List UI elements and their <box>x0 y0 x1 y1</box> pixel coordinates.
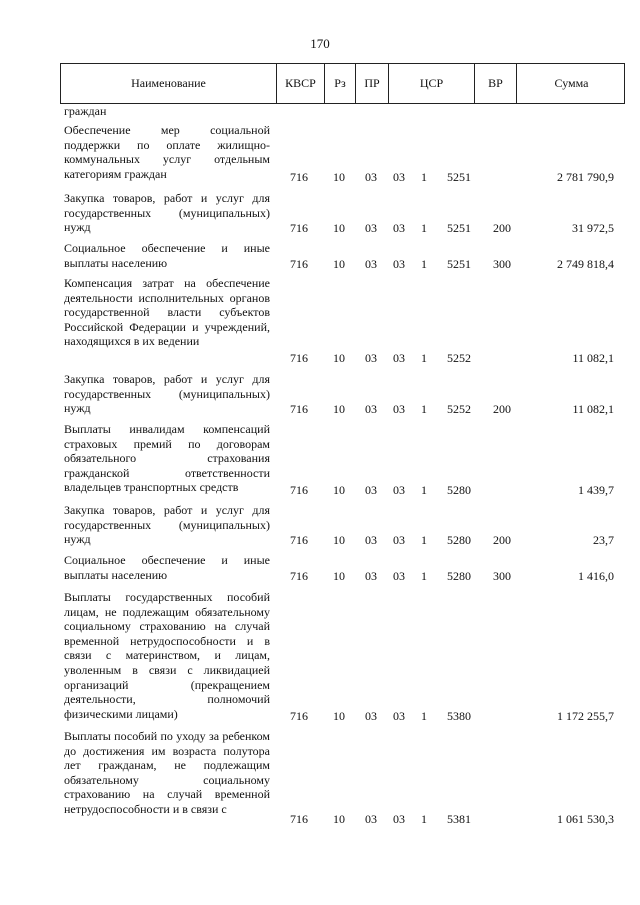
row-csr-part2: 1 <box>421 351 427 365</box>
row-csr-part1: 03 <box>393 257 405 271</box>
row-name: Закупка товаров, работ и услуг для государственных (муниципальных) нужд <box>64 372 270 416</box>
row-csr-part1: 03 <box>393 709 405 723</box>
row-csr-part2: 1 <box>421 257 427 271</box>
row-csr-part3: 5251 <box>447 170 471 184</box>
header-name: Наименование <box>61 64 277 103</box>
row-csr-part3: 5252 <box>447 351 471 365</box>
row-rz: 10 <box>333 402 345 416</box>
row-pr: 03 <box>365 709 377 723</box>
row-vr: 200 <box>493 402 511 416</box>
header-csr: ЦСР <box>389 64 475 103</box>
header-rz: Рз <box>325 64 356 103</box>
row-csr-part3: 5380 <box>447 709 471 723</box>
row-rz: 10 <box>333 569 345 583</box>
row-kvsr: 716 <box>290 533 308 547</box>
carried-over-text: граждан <box>64 104 107 118</box>
row-sum: 31 972,5 <box>572 221 614 235</box>
row-pr: 03 <box>365 569 377 583</box>
row-kvsr: 716 <box>290 569 308 583</box>
row-sum: 1 172 255,7 <box>557 709 614 723</box>
row-rz: 10 <box>333 812 345 826</box>
row-kvsr: 716 <box>290 483 308 497</box>
row-csr-part3: 5280 <box>447 533 471 547</box>
row-name: Выплаты пособий по уходу за ребенком до достижения им возраста полутора лет гражданам, не подлежащим обязательному социальному страхованию на случай временной нетрудоспособности и в связи с <box>64 729 270 816</box>
row-kvsr: 716 <box>290 221 308 235</box>
row-csr-part1: 03 <box>393 221 405 235</box>
row-sum: 2 781 790,9 <box>557 170 614 184</box>
row-csr-part1: 03 <box>393 533 405 547</box>
row-csr-part2: 1 <box>421 709 427 723</box>
row-sum: 2 749 818,4 <box>557 257 614 271</box>
row-sum: 1 416,0 <box>578 569 614 583</box>
row-pr: 03 <box>365 351 377 365</box>
row-kvsr: 716 <box>290 402 308 416</box>
row-kvsr: 716 <box>290 257 308 271</box>
row-vr: 300 <box>493 257 511 271</box>
row-name: Выплаты инвалидам компенсаций страховых премий по договорам обязательного страхования гражданской ответственности владельцев транспортных средств <box>64 422 270 495</box>
row-kvsr: 716 <box>290 812 308 826</box>
row-vr: 200 <box>493 533 511 547</box>
table-header <box>60 63 625 104</box>
header-pr: ПР <box>356 64 389 103</box>
row-csr-part1: 03 <box>393 483 405 497</box>
row-name: Социальное обеспечение и иные выплаты населению <box>64 241 270 270</box>
row-rz: 10 <box>333 257 345 271</box>
row-vr: 300 <box>493 569 511 583</box>
row-csr-part2: 1 <box>421 569 427 583</box>
row-csr-part2: 1 <box>421 402 427 416</box>
row-csr-part3: 5251 <box>447 257 471 271</box>
row-name: Закупка товаров, работ и услуг для государственных (муниципальных) нужд <box>64 191 270 235</box>
row-pr: 03 <box>365 257 377 271</box>
row-sum: 23,7 <box>593 533 614 547</box>
row-name: Закупка товаров, работ и услуг для государственных (муниципальных) нужд <box>64 503 270 547</box>
row-csr-part1: 03 <box>393 569 405 583</box>
row-sum: 11 082,1 <box>572 402 614 416</box>
row-name: Выплаты государственных пособий лицам, не подлежащим обязательному социальному страхованию на случай временной нетрудоспособности и в связи с материнством, и лицам, уволенным в связи с ликвидацией организаций (прекращением деятельности, полномочий физическими лицами) <box>64 590 270 721</box>
row-csr-part3: 5252 <box>447 402 471 416</box>
row-vr: 200 <box>493 221 511 235</box>
row-pr: 03 <box>365 483 377 497</box>
row-pr: 03 <box>365 170 377 184</box>
row-kvsr: 716 <box>290 709 308 723</box>
row-kvsr: 716 <box>290 351 308 365</box>
row-csr-part2: 1 <box>421 812 427 826</box>
row-csr-part1: 03 <box>393 351 405 365</box>
row-pr: 03 <box>365 533 377 547</box>
row-sum: 11 082,1 <box>572 351 614 365</box>
row-csr-part2: 1 <box>421 533 427 547</box>
row-sum: 1 061 530,3 <box>557 812 614 826</box>
row-csr-part2: 1 <box>421 483 427 497</box>
row-csr-part1: 03 <box>393 812 405 826</box>
row-csr-part2: 1 <box>421 221 427 235</box>
row-pr: 03 <box>365 221 377 235</box>
row-rz: 10 <box>333 533 345 547</box>
row-csr-part2: 1 <box>421 170 427 184</box>
row-sum: 1 439,7 <box>578 483 614 497</box>
row-csr-part1: 03 <box>393 170 405 184</box>
row-csr-part3: 5280 <box>447 569 471 583</box>
row-name: Компенсация затрат на обеспечение деятельности исполнительных органов государственной власти субъектов Российской Федерации и учреждений, находящихся в их ведении <box>64 276 270 349</box>
header-sum: Сумма <box>554 76 589 90</box>
row-kvsr: 716 <box>290 170 308 184</box>
row-name: Социальное обеспечение и иные выплаты населению <box>64 553 270 582</box>
row-rz: 10 <box>333 221 345 235</box>
row-csr-part3: 5280 <box>447 483 471 497</box>
row-rz: 10 <box>333 709 345 723</box>
row-pr: 03 <box>365 402 377 416</box>
header-kvsr: КВСР <box>277 64 325 103</box>
row-csr-part1: 03 <box>393 402 405 416</box>
page-number: 170 <box>310 36 330 51</box>
row-csr-part3: 5251 <box>447 221 471 235</box>
row-pr: 03 <box>365 812 377 826</box>
row-rz: 10 <box>333 351 345 365</box>
row-rz: 10 <box>333 170 345 184</box>
header-vr: ВР <box>475 64 517 103</box>
row-name: Обеспечение мер социальной поддержки по оплате жилищно-коммунальных услуг отдельным категориям граждан <box>64 123 270 181</box>
row-rz: 10 <box>333 483 345 497</box>
row-csr-part3: 5381 <box>447 812 471 826</box>
